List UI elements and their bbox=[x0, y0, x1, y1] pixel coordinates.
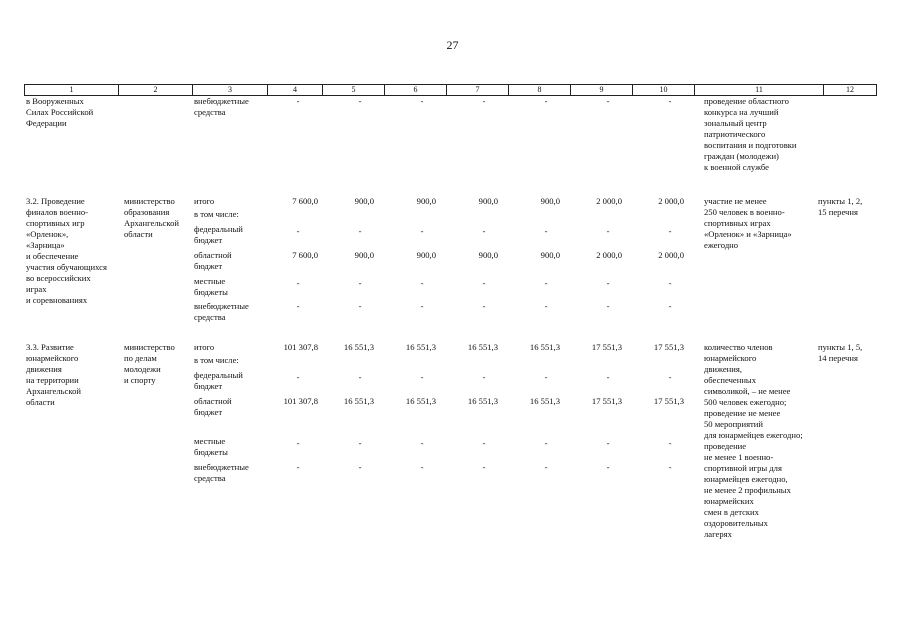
s32-itogo-value: 900,0 bbox=[540, 196, 560, 206]
s33-col11-line: смен в детских bbox=[704, 507, 759, 517]
s32-mest-value: - bbox=[420, 278, 424, 288]
s33-col11-line: 500 человек ежегодно; bbox=[704, 397, 787, 407]
s32-vneb-value: - bbox=[482, 301, 486, 311]
s33-col2-line: и спорту bbox=[124, 375, 156, 385]
s33-mest-label: бюджеты bbox=[194, 447, 228, 457]
s33-itogo-value: 16 551,3 bbox=[343, 342, 374, 352]
s33-col11-line: лагерях bbox=[704, 529, 732, 539]
s33-itogo-value: 17 551,3 bbox=[591, 342, 622, 352]
s33-col11-line: юнармейских bbox=[704, 496, 754, 506]
s33-col11-line: 50 мероприятий bbox=[704, 419, 763, 429]
s32-vneb-value: - bbox=[296, 301, 300, 311]
s32-col11-line: участие не менее bbox=[704, 196, 767, 206]
s33-itogo-value: 17 551,3 bbox=[653, 342, 684, 352]
s32-itogo-value: 2 000,0 bbox=[596, 196, 622, 206]
s33-col1-line: области bbox=[26, 397, 55, 407]
s32-itogo-value: 900,0 bbox=[354, 196, 374, 206]
s32-col12-line: пункты 1, 2, bbox=[818, 196, 863, 206]
s32-fed-value: - bbox=[544, 226, 548, 236]
s32-col11-line: спортивных играх bbox=[704, 218, 771, 228]
s33-col11-line: проведение bbox=[704, 441, 747, 451]
header-col-5: 5 bbox=[323, 85, 385, 95]
s32-fed-label: бюджет bbox=[194, 235, 223, 245]
table-header-row bbox=[24, 84, 877, 96]
s33-obl-value: 17 551,3 bbox=[591, 396, 622, 406]
s33-mest-value: - bbox=[606, 438, 610, 448]
s33-vneb-value: - bbox=[544, 462, 548, 472]
s32-mest-label: бюджеты bbox=[194, 287, 228, 297]
s33-col11-line: юнармейцев ежегодно, bbox=[704, 474, 788, 484]
s33-itogo-value: 101 307,8 bbox=[283, 342, 318, 352]
s32-mest-value: - bbox=[358, 278, 362, 288]
s32-mest-value: - bbox=[482, 278, 486, 288]
s33-fed-value: - bbox=[544, 372, 548, 382]
s33-col1-line: движения bbox=[26, 364, 62, 374]
s33-obl-value: 16 551,3 bbox=[529, 396, 560, 406]
s32-col2-line: области bbox=[124, 229, 153, 239]
s33-mest-value: - bbox=[482, 438, 486, 448]
s33-fed-label: федеральный bbox=[194, 370, 243, 380]
s33-vneb-label: внебюджетные bbox=[194, 462, 249, 472]
s32-vneb-value: - bbox=[668, 301, 672, 311]
s32-mest-value: - bbox=[668, 278, 672, 288]
s32-col11-line: ежегодно bbox=[704, 240, 739, 250]
s32-obl-value: 900,0 bbox=[540, 250, 560, 260]
s32-col1-line: «Зарница» bbox=[26, 240, 65, 250]
s32-obl-value: 7 600,0 bbox=[292, 250, 318, 260]
s33-col1-line: юнармейского bbox=[26, 353, 79, 363]
s32-obl-label: бюджет bbox=[194, 261, 223, 271]
s32-col11-line: «Орленок» и «Зарница» bbox=[704, 229, 792, 239]
cont-col11-line: конкурса на лучший bbox=[704, 107, 779, 117]
s32-col2-line: образования bbox=[124, 207, 170, 217]
header-col-1: 1 bbox=[25, 85, 119, 95]
s33-col2-line: министерство bbox=[124, 342, 175, 352]
s33-col11-line: количество членов bbox=[704, 342, 773, 352]
s33-vneb-value: - bbox=[296, 462, 300, 472]
s33-itogo-value: 16 551,3 bbox=[405, 342, 436, 352]
s33-vneb-label: средства bbox=[194, 473, 226, 483]
s32-col1-line: участия обучающихся bbox=[26, 262, 107, 272]
s33-col11-line: не менее 1 военно- bbox=[704, 452, 774, 462]
s33-mest-value: - bbox=[358, 438, 362, 448]
s32-vneb-value: - bbox=[606, 301, 610, 311]
s32-col1-line: играх bbox=[26, 284, 47, 294]
cont-col3-line: внебюджетные bbox=[194, 96, 249, 106]
s32-itogo-value: 900,0 bbox=[416, 196, 436, 206]
s32-col1-line: спортивных игр bbox=[26, 218, 85, 228]
s33-mest-value: - bbox=[668, 438, 672, 448]
s32-vneb-label: внебюджетные bbox=[194, 301, 249, 311]
s32-itogo-value: 900,0 bbox=[478, 196, 498, 206]
cont-value: - bbox=[668, 96, 672, 106]
s32-fed-value: - bbox=[358, 226, 362, 236]
s33-col12-line: пункты 1, 5, bbox=[818, 342, 863, 352]
s33-col11-line: движения, bbox=[704, 364, 742, 374]
s33-obl-value: 16 551,3 bbox=[467, 396, 498, 406]
cont-col11-line: воспитания и подготовки bbox=[704, 140, 797, 150]
s33-obl-value: 16 551,3 bbox=[405, 396, 436, 406]
header-col-2: 2 bbox=[119, 85, 193, 95]
s32-obl-value: 900,0 bbox=[416, 250, 436, 260]
header-col-11: 11 bbox=[695, 85, 824, 95]
cont-col11-line: зональный центр bbox=[704, 118, 767, 128]
s32-obl-value: 900,0 bbox=[478, 250, 498, 260]
s33-itogo-label: итого bbox=[194, 342, 215, 352]
s32-mest-value: - bbox=[296, 278, 300, 288]
s32-mest-value: - bbox=[544, 278, 548, 288]
header-col-7: 7 bbox=[447, 85, 509, 95]
header-col-12: 12 bbox=[824, 85, 877, 95]
cont-col11-line: граждан (молодежи) bbox=[704, 151, 779, 161]
s32-fed-value: - bbox=[606, 226, 610, 236]
s33-vneb-value: - bbox=[358, 462, 362, 472]
page-number: 27 bbox=[446, 38, 459, 52]
s33-vneb-value: - bbox=[482, 462, 486, 472]
s32-obl-value: 2 000,0 bbox=[596, 250, 622, 260]
s33-col1-line: на территории bbox=[26, 375, 79, 385]
s33-fed-value: - bbox=[358, 372, 362, 382]
s32-fed-label: федеральный bbox=[194, 224, 243, 234]
s33-col11-line: символикой, – не менее bbox=[704, 386, 791, 396]
cont-col1-line: Силах Российской bbox=[26, 107, 94, 117]
s32-mest-value: - bbox=[606, 278, 610, 288]
s33-col11-line: юнармейского bbox=[704, 353, 757, 363]
s33-itogo-value: 16 551,3 bbox=[467, 342, 498, 352]
s33-mest-value: - bbox=[296, 438, 300, 448]
cont-col11-line: к военной службе bbox=[704, 162, 769, 172]
s32-mest-label: местные bbox=[194, 276, 226, 286]
s33-vneb-value: - bbox=[606, 462, 610, 472]
cont-col11-line: патриотического bbox=[704, 129, 766, 139]
s33-col1-line: 3.3. Развитие bbox=[26, 342, 74, 352]
s33-vneb-value: - bbox=[668, 462, 672, 472]
s32-vneb-label: средства bbox=[194, 312, 226, 322]
cont-value: - bbox=[420, 96, 424, 106]
s33-fed-value: - bbox=[420, 372, 424, 382]
s33-obl-value: 16 551,3 bbox=[343, 396, 374, 406]
cont-col1-line: Федерации bbox=[26, 118, 67, 128]
header-col-3: 3 bbox=[193, 85, 268, 95]
s32-fed-value: - bbox=[296, 226, 300, 236]
s33-col11-line: не менее 2 профильных bbox=[704, 485, 791, 495]
s32-col2-line: Архангельской bbox=[124, 218, 179, 228]
s32-itogo-value: 2 000,0 bbox=[658, 196, 684, 206]
s33-mest-value: - bbox=[544, 438, 548, 448]
s33-obl-label: областной bbox=[194, 396, 232, 406]
cont-value: - bbox=[358, 96, 362, 106]
s32-obl-value: 900,0 bbox=[354, 250, 374, 260]
s33-col2-line: молодежи bbox=[124, 364, 161, 374]
s32-col1-line: и соревнованиях bbox=[26, 295, 88, 305]
s33-itogo-value: 16 551,3 bbox=[529, 342, 560, 352]
cont-col3-line: средства bbox=[194, 107, 226, 117]
s32-col1-line: 3.2. Проведение bbox=[26, 196, 85, 206]
s33-mest-label: местные bbox=[194, 436, 226, 446]
s32-fed-value: - bbox=[420, 226, 424, 236]
s32-fed-value: - bbox=[668, 226, 672, 236]
s32-obl-value: 2 000,0 bbox=[658, 250, 684, 260]
s32-col1-line: «Орленок», bbox=[26, 229, 69, 239]
s32-vneb-value: - bbox=[544, 301, 548, 311]
s32-col2-line: министерство bbox=[124, 196, 175, 206]
s33-fed-value: - bbox=[482, 372, 486, 382]
s33-fed-label: бюджет bbox=[194, 381, 223, 391]
s32-vtom-label: в том числе: bbox=[194, 209, 239, 219]
header-col-8: 8 bbox=[509, 85, 571, 95]
s32-col12-line: 15 перечня bbox=[818, 207, 858, 217]
s32-col1-line: и обеспечение bbox=[26, 251, 79, 261]
s33-col11-line: для юнармейцев ежегодно; bbox=[704, 430, 803, 440]
header-col-4: 4 bbox=[268, 85, 323, 95]
s32-col11-line: 250 человек в военно- bbox=[704, 207, 785, 217]
s33-vtom-label: в том числе: bbox=[194, 355, 239, 365]
s32-obl-label: областной bbox=[194, 250, 232, 260]
s32-col1-line: во всероссийских bbox=[26, 273, 91, 283]
s33-fed-value: - bbox=[606, 372, 610, 382]
header-col-6: 6 bbox=[385, 85, 447, 95]
s33-obl-label: бюджет bbox=[194, 407, 223, 417]
s32-itogo-label: итого bbox=[194, 196, 215, 206]
s33-vneb-value: - bbox=[420, 462, 424, 472]
cont-value: - bbox=[482, 96, 486, 106]
cont-value: - bbox=[296, 96, 300, 106]
cont-col1-line: в Вооруженных bbox=[26, 96, 84, 106]
s33-col12-line: 14 перечня bbox=[818, 353, 858, 363]
s33-obl-value: 101 307,8 bbox=[283, 396, 318, 406]
s32-vneb-value: - bbox=[358, 301, 362, 311]
s33-fed-value: - bbox=[668, 372, 672, 382]
s33-obl-value: 17 551,3 bbox=[653, 396, 684, 406]
s33-col2-line: по делам bbox=[124, 353, 157, 363]
s33-col11-line: спортивной игры для bbox=[704, 463, 782, 473]
s33-col11-line: проведение не менее bbox=[704, 408, 781, 418]
s33-fed-value: - bbox=[296, 372, 300, 382]
cont-value: - bbox=[544, 96, 548, 106]
s33-col11-line: оздоровительных bbox=[704, 518, 768, 528]
s33-col11-line: обеспеченных bbox=[704, 375, 757, 385]
header-col-9: 9 bbox=[571, 85, 633, 95]
s33-mest-value: - bbox=[420, 438, 424, 448]
cont-col11-line: проведение областного bbox=[704, 96, 789, 106]
s33-col1-line: Архангельской bbox=[26, 386, 81, 396]
cont-value: - bbox=[606, 96, 610, 106]
s32-itogo-value: 7 600,0 bbox=[292, 196, 318, 206]
s32-fed-value: - bbox=[482, 226, 486, 236]
header-col-10: 10 bbox=[633, 85, 695, 95]
s32-col1-line: финалов военно- bbox=[26, 207, 89, 217]
s32-vneb-value: - bbox=[420, 301, 424, 311]
